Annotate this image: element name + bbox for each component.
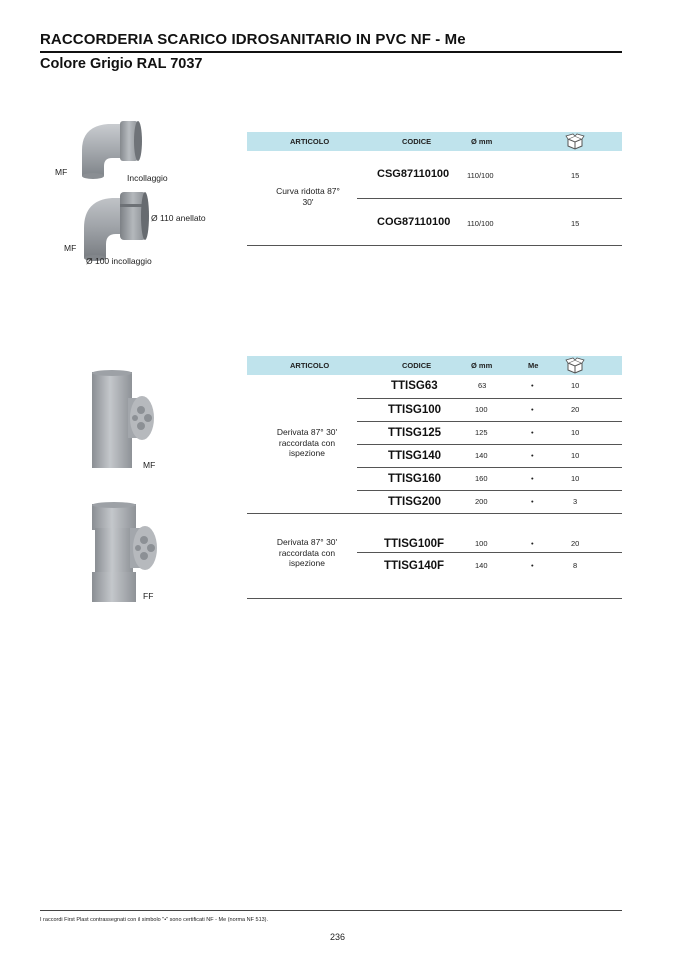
page-title: RACCORDERIA SCARICO IDROSANITARIO IN PVC NF - Me [40, 31, 466, 48]
qty-cell: 10 [571, 428, 580, 437]
diametro-cell: 100 [475, 539, 488, 548]
code-cell: TTISG160 [388, 473, 442, 485]
table-row [357, 421, 622, 444]
qty-cell: 20 [571, 405, 580, 414]
box-icon [565, 357, 585, 374]
tee-fitting-image-ff [90, 500, 162, 604]
me-cell: • [531, 497, 534, 506]
description-derivata: Derivata 87° 30' raccordata con ispezione [276, 427, 338, 458]
table-row [357, 467, 622, 490]
code-cell: TTISG140F [384, 560, 445, 572]
code-cell: TTISG63 [391, 380, 438, 392]
qty-cell: 10 [571, 474, 580, 483]
description-curva-ridotta: Curva ridotta 87° 30' [276, 186, 340, 207]
me-cell: • [531, 405, 534, 414]
code-cell: TTISG100F [384, 538, 445, 550]
me-cell: • [531, 539, 534, 548]
title-divider [40, 51, 622, 53]
qty-cell: 10 [571, 381, 580, 390]
me-cell: • [531, 561, 534, 570]
code-cell: TTISG140 [388, 450, 442, 462]
footer-divider [40, 910, 622, 911]
me-cell: • [531, 451, 534, 460]
table-bottom-rule [247, 245, 622, 246]
group-divider [247, 513, 622, 514]
me-cell: • [531, 428, 534, 437]
table-row [357, 375, 622, 398]
code-cell: TTISG125 [388, 427, 442, 439]
diametro-cell: 125 [475, 428, 488, 437]
code-cell: COG87110100 [377, 216, 451, 228]
table-bottom-rule [247, 598, 622, 599]
diametro-cell: 140 [475, 561, 488, 570]
header-diametro: Ø mm [471, 137, 493, 146]
table-derivata [247, 356, 622, 599]
header-me: Me [528, 361, 539, 370]
header-diametro: Ø mm [471, 361, 493, 370]
label-incollaggio: Incollaggio [127, 173, 168, 183]
table-header [247, 356, 622, 375]
diametro-cell: 140 [475, 451, 488, 460]
table-row [357, 398, 622, 421]
tee-fitting-image-mf [88, 368, 160, 470]
qty-cell: 20 [571, 539, 580, 548]
qty-cell: 10 [571, 451, 580, 460]
diametro-cell: 110/100 [467, 171, 494, 180]
header-codice: CODICE [402, 361, 432, 370]
qty-cell: 3 [573, 497, 578, 506]
elbow-fitting-image-anellato [78, 190, 150, 262]
table-header [247, 132, 622, 151]
code-cell: CSG87110100 [377, 168, 450, 180]
table-row [357, 151, 622, 198]
table-row [357, 552, 622, 578]
me-cell: • [531, 474, 534, 483]
elbow-fitting-image-incollaggio [68, 118, 148, 180]
qty-cell: 15 [571, 219, 580, 228]
page-subtitle: Colore Grigio RAL 7037 [40, 56, 203, 72]
header-codice: CODICE [402, 137, 432, 146]
label-mf-top: MF [55, 167, 68, 177]
qty-cell: 15 [571, 171, 580, 180]
table-row [357, 444, 622, 467]
footnote: I raccordi First Plast contrassegnati con il simbolo "•" sono certificati NF - Me (norma NF 513). [40, 917, 269, 923]
qty-cell: 8 [573, 561, 578, 570]
label-ff: FF [143, 591, 154, 601]
code-cell: TTISG200 [388, 496, 442, 508]
diametro-cell: 160 [475, 474, 488, 483]
header-articolo: ARTICOLO [290, 137, 330, 146]
diametro-cell: 63 [478, 381, 487, 390]
description-derivata-ff: Derivata 87° 30' raccordata con ispezione [276, 537, 338, 568]
label-mf-bottom: MF [64, 243, 77, 253]
code-cell: TTISG100 [388, 404, 442, 416]
label-d110-anellato: Ø 110 anellato [151, 213, 206, 223]
diametro-cell: 100 [475, 405, 488, 414]
table-row [357, 490, 622, 513]
diametro-cell: 200 [475, 497, 488, 506]
label-d100-incollaggio: Ø 100 incollaggio [86, 256, 152, 266]
header-articolo: ARTICOLO [290, 361, 330, 370]
label-mf: MF [143, 460, 156, 470]
table-row [357, 532, 622, 552]
table-row [357, 198, 622, 245]
page-number: 236 [330, 932, 346, 942]
table-curva-ridotta [247, 132, 622, 246]
box-icon [565, 133, 585, 150]
me-cell: • [531, 381, 534, 390]
diametro-cell: 110/100 [467, 219, 494, 228]
